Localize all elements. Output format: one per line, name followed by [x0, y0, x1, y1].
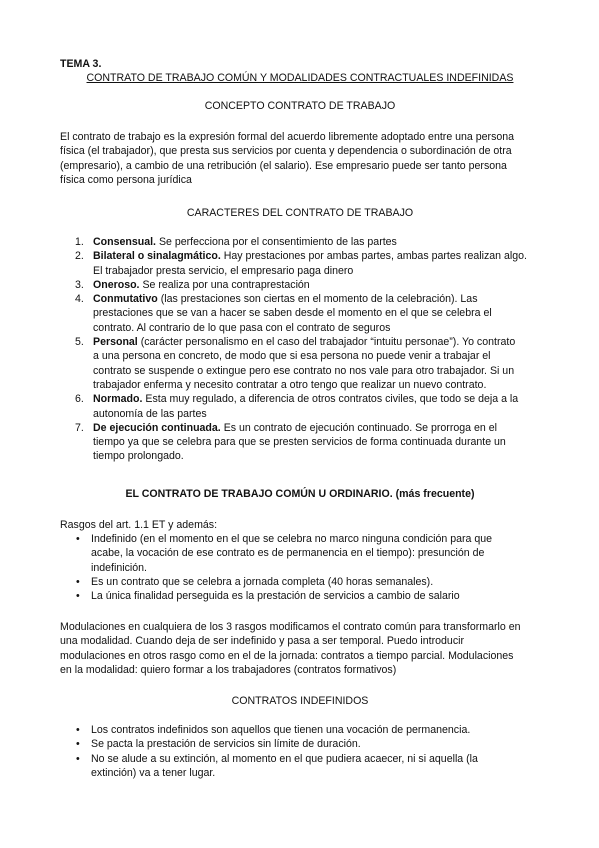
- item-text: acabe, la vocación de ese contrato es de permanencia en el tiempo): presunción de: [91, 547, 485, 560]
- item-text: Esta muy regulado, a diferencia de otros contratos civiles, que todo se deja a la: [142, 393, 519, 406]
- item-text: El trabajador presta servicio, el empresario paga dinero: [93, 264, 354, 277]
- text-line: en la modalidad: quiero formar a los trabajadores (contratos formativos): [60, 663, 397, 676]
- list-item: [60, 421, 540, 464]
- comun-bullets: [60, 532, 540, 603]
- comun-paragraph: [60, 620, 540, 677]
- text-line: El contrato de trabajo es la expresión formal del acuerdo libremente adoptado entre una persona: [60, 131, 515, 143]
- item-number: 5.: [75, 336, 84, 349]
- concepto-heading: CONCEPTO CONTRATO DE TRABAJO: [204, 100, 396, 112]
- text-line: una modalidad. Cuando deja de ser indefinido y pasa a ser temporal. Puedo introducir: [60, 635, 464, 648]
- item-text: Se perfecciona por el consentimiento de las partes: [156, 236, 397, 248]
- item-term: Bilateral o sinalagmático.: [93, 250, 221, 263]
- item-term: Consensual.: [93, 236, 156, 248]
- item-text: (carácter personalismo en el caso del trabajador “intuitu personae”). Yo contrato: [137, 336, 516, 349]
- text-line: modulaciones en otros rasgo como en el de la jornada: contratos a tiempo parcial. Modulaciones: [60, 649, 514, 662]
- caracteres-list: [60, 235, 540, 464]
- document-subtitle: CONTRATO DE TRABAJO COMÚN Y MODALIDADES CONTRACTUALES INDEFINIDAS: [86, 72, 514, 84]
- list-item: [60, 278, 540, 292]
- item-term: Normado.: [93, 393, 143, 406]
- item-term: Conmutativo: [93, 293, 158, 306]
- item-text: tiempo prolongado.: [93, 450, 184, 463]
- item-text: extinción) va a tener lugar.: [91, 766, 216, 779]
- bullet-icon: •: [76, 738, 80, 751]
- item-term: Personal: [93, 336, 138, 349]
- item-text: La única finalidad perseguida es la prestación de servicios a cambio de salario: [91, 590, 460, 603]
- item-text: contrato. Al contrario de lo que pasa con el contrato de seguros: [93, 321, 391, 334]
- item-text: No se alude a su extinción, al momento en el que pudiera acaecer, ni si aquella (la: [91, 752, 478, 765]
- list-item: [60, 589, 540, 603]
- item-text: Es un contrato de ejecución continuado. Se prorroga en el: [220, 421, 497, 434]
- item-text: trabajador enferma y necesito contratar a otro tengo que realizar un nuevo contrato.: [93, 378, 487, 391]
- comun-intro: Rasgos del art. 1.1 ET y además:: [60, 519, 218, 531]
- item-number: 6.: [75, 393, 84, 406]
- bullet-icon: •: [76, 575, 80, 588]
- text-line: física (el trabajador), que presta sus servicios por cuenta y dependencia o subordinación de otra: [60, 145, 512, 158]
- item-number: 1.: [75, 236, 84, 248]
- list-item: [60, 723, 540, 737]
- list-item: [60, 292, 540, 335]
- item-text: (las prestaciones son ciertas en el momento de la celebración). Las: [157, 293, 478, 306]
- list-item: [60, 752, 540, 781]
- item-text: prestaciones que se van a hacer se saben desde el momento en el que se celebra el: [93, 307, 492, 320]
- bullet-icon: •: [76, 724, 80, 736]
- item-text: Hay prestaciones por ambas partes, ambas partes realizan algo.: [220, 250, 527, 263]
- list-item: [60, 235, 540, 249]
- item-text: autonomía de las partes: [93, 407, 207, 420]
- list-item: [60, 737, 540, 751]
- item-text: indefinición.: [91, 561, 147, 574]
- text-line: (empresario), a cambio de una retribución (el salario). Ese empresario puede ser tanto persona: [60, 159, 507, 172]
- tema-label: TEMA 3.: [60, 58, 102, 70]
- bullet-icon: •: [76, 590, 80, 603]
- list-item: [60, 249, 540, 278]
- item-number: 4.: [75, 293, 84, 306]
- item-text: Es un contrato que se celebra a jornada completa (40 horas semanales).: [91, 575, 434, 588]
- item-number: 7.: [75, 421, 84, 434]
- item-text: Se realiza por una contraprestación: [139, 278, 310, 291]
- comun-heading: EL CONTRATO DE TRABAJO COMÚN U ORDINARIO. (más frecuente): [125, 488, 475, 500]
- bullet-icon: •: [76, 752, 80, 765]
- list-item: [60, 532, 540, 575]
- item-text: contrato se suspende o extingue pero ese contrato no nos vale para otro trabajador. Si un: [93, 364, 515, 377]
- item-text: Indefinido (en el momento en el que se celebra no marco ninguna condición para que: [91, 533, 493, 545]
- item-text: Se pacta la prestación de servicios sin límite de duración.: [91, 738, 361, 751]
- list-item: [60, 575, 540, 589]
- text-line: física como persona jurídica: [60, 173, 192, 186]
- caracteres-heading: CARACTERES DEL CONTRATO DE TRABAJO: [186, 207, 414, 219]
- bullet-icon: •: [76, 533, 80, 545]
- indefinidos-heading: CONTRATOS INDEFINIDOS: [231, 695, 369, 707]
- item-term: De ejecución continuada.: [93, 421, 221, 434]
- indefinidos-bullets: [60, 723, 540, 780]
- concepto-paragraph: [60, 130, 540, 187]
- item-text: Los contratos indefinidos son aquellos que tienen una vocación de permanencia.: [91, 724, 471, 736]
- item-number: 2.: [75, 250, 84, 263]
- text-line: Modulaciones en cualquiera de los 3 rasgos modificamos el contrato común para transformarlo en: [60, 621, 521, 633]
- item-term: Oneroso.: [93, 278, 140, 291]
- item-text: tiempo ya que se celebra para que se presten servicios de forma continuada durante un: [93, 436, 506, 449]
- list-item: [60, 335, 540, 392]
- item-number: 3.: [75, 278, 84, 291]
- list-item: [60, 392, 540, 421]
- item-text: a una persona en concreto, de modo que si esa persona no puede venir a trabajar el: [93, 350, 491, 363]
